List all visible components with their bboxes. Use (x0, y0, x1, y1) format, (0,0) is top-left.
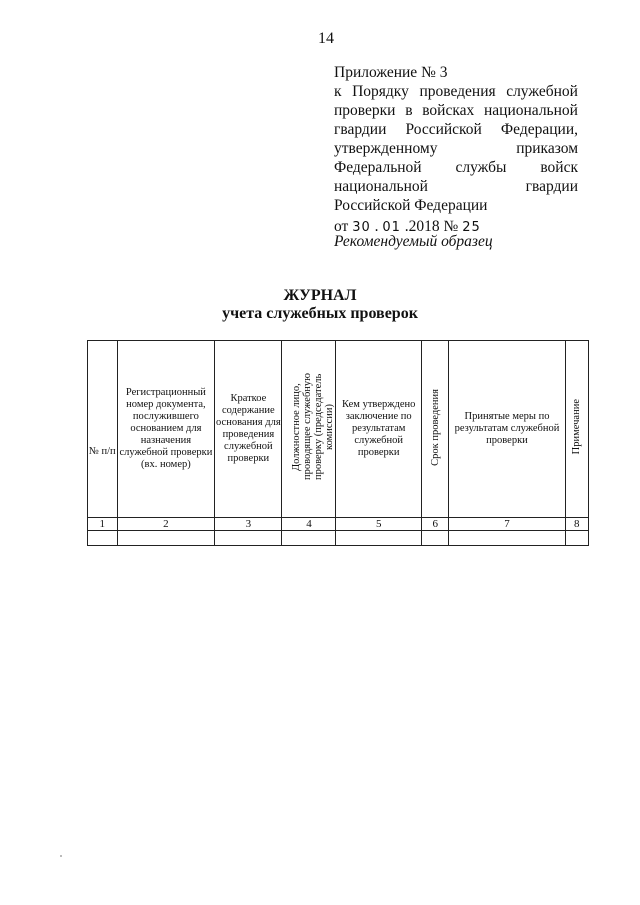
order-month: 01 (382, 220, 401, 235)
column-number-cell: 4 (282, 518, 336, 531)
order-year: .2018 (404, 218, 440, 235)
column-number-cell: 2 (117, 518, 215, 531)
journal-title: ЖУРНАЛ (283, 287, 357, 304)
table-cell (88, 531, 118, 546)
column-number-cell: 6 (421, 518, 448, 531)
column-header-number: № п/п (88, 341, 118, 518)
column-number-cell: 7 (449, 518, 565, 531)
appendix-title: Приложение № 3 (334, 64, 448, 81)
column-header-term: Срок проведения (421, 341, 448, 518)
appendix-line-1: к Порядку проведения служебной (334, 83, 578, 100)
column-number-cell: 8 (565, 518, 588, 531)
table-cell (421, 531, 448, 546)
column-header-summary: Краткое содержание основания для проведения служебной проверки (215, 341, 282, 518)
journal-subtitle: учета служебных проверок (222, 305, 418, 322)
page-number: 14 (318, 30, 334, 47)
appendix-line-5: Федеральной службы войск (334, 159, 578, 176)
appendix-line-3: гвардии Российской Федерации, (334, 121, 578, 138)
table-cell (117, 531, 215, 546)
table-cell (565, 531, 588, 546)
journal-table (87, 340, 589, 546)
table-row (88, 531, 589, 546)
column-header-approved-by: Кем утверждено заключение по результатам служебной проверки (336, 341, 422, 518)
column-header-registration: Регистрационный номер документа, послужившего основанием для назначения служебной проверки (вх. номер) (117, 341, 215, 518)
order-number: 25 (462, 220, 481, 235)
table-header-row (88, 341, 589, 518)
table-cell (215, 531, 282, 546)
appendix-line-7: Российской Федерации (334, 197, 488, 214)
column-header-measures: Принятые меры по результатам служебной проверки (449, 341, 565, 518)
appendix-line-4: утвержденному приказом (334, 140, 578, 157)
appendix-block (334, 63, 578, 237)
order-no-label: № (443, 218, 459, 235)
table-row (88, 518, 589, 531)
appendix-line-6: национальной гвардии (334, 178, 578, 195)
sample-note: Рекомендуемый образец (334, 233, 493, 250)
table-cell (449, 531, 565, 546)
table-cell (336, 531, 422, 546)
column-number-cell: 5 (336, 518, 422, 531)
order-day: 30 (352, 220, 371, 235)
order-prefix: от (334, 218, 349, 235)
column-number-cell: 3 (215, 518, 282, 531)
scan-speck (60, 855, 62, 857)
column-header-official: Должностное лицо, проводящее служебную проверку (председатель комиссии) (282, 341, 336, 518)
appendix-line-2: проверки в войсках национальной (334, 102, 578, 119)
order-date-line: от 30 . 01 .2018 № 25 (334, 218, 481, 235)
table-cell (282, 531, 336, 546)
column-number-cell: 1 (88, 518, 118, 531)
column-header-note: Примечание (565, 341, 588, 518)
